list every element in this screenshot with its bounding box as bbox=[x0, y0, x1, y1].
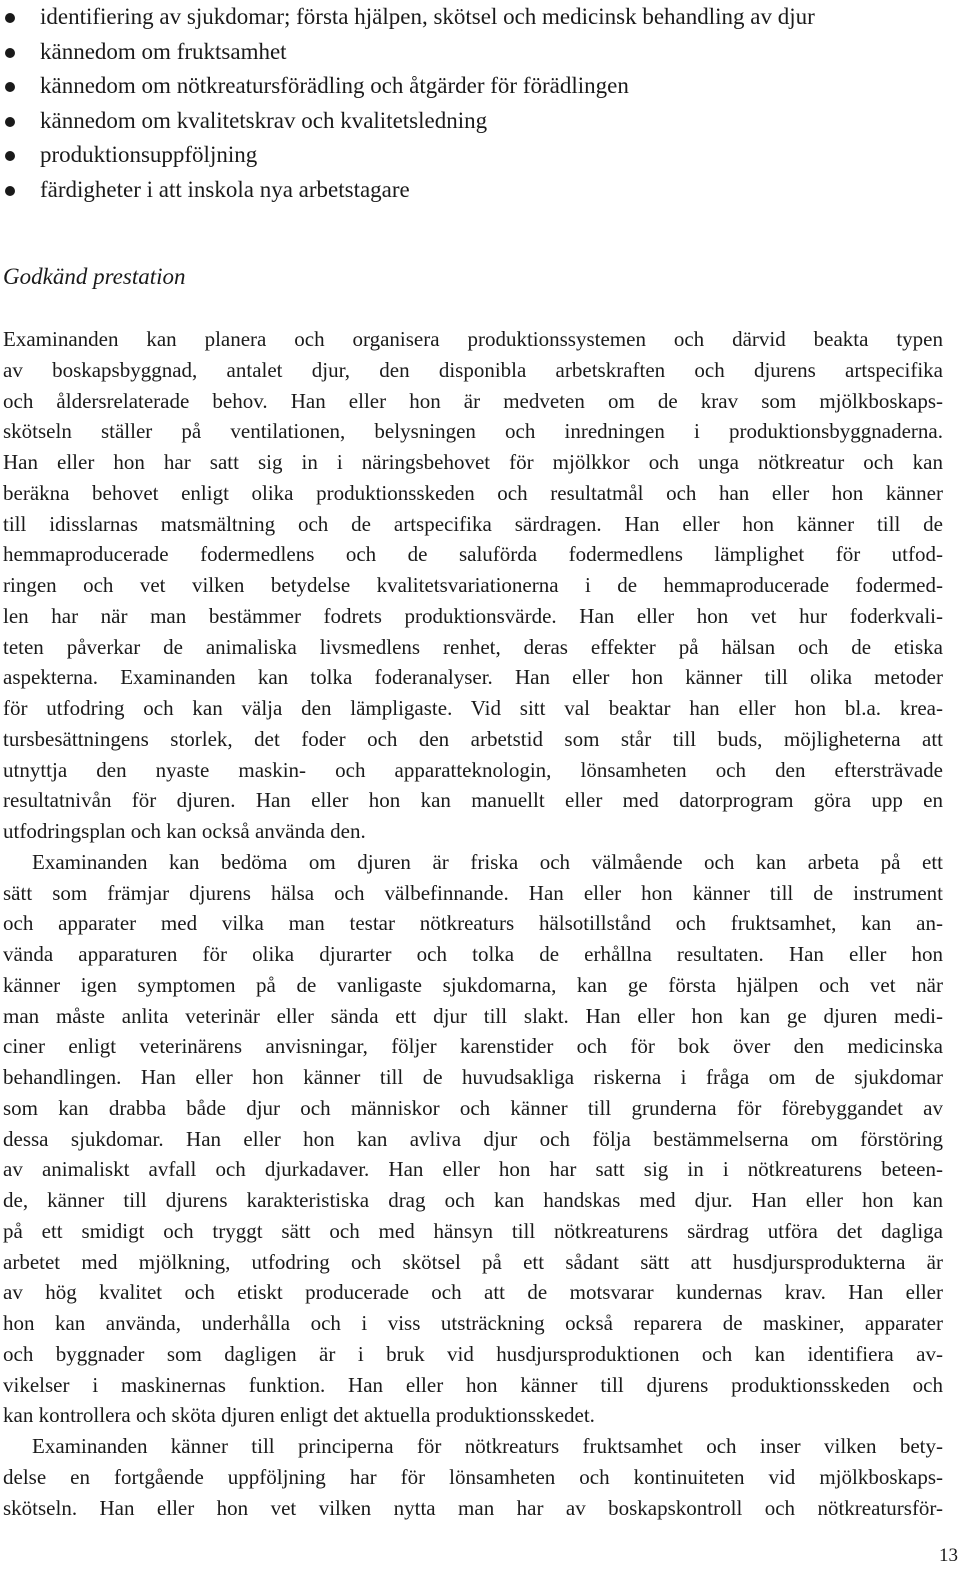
text-line: kan kontrollera och sköta djuren enligt det aktuella produktionsskedet. bbox=[3, 1403, 595, 1428]
bullet-item: identifiering av sjukdomar; första hjälpen, skötsel och medicinsk behandling av djur bbox=[0, 0, 950, 35]
text-line: och åldersrelaterade behov. Han eller hon är medveten om de krav som mjölkboskaps- bbox=[3, 388, 943, 413]
text-line: på ett smidigt och tryggt sätt och med hänsyn till nötkreaturens särdrag utföra det dagliga bbox=[3, 1218, 943, 1243]
bullet-dot-icon bbox=[5, 48, 15, 58]
text-line: utfodringsplan och kan också använda den. bbox=[3, 819, 366, 843]
text-line: beräkna behovet enligt olika produktionsskeden och resultatmål och han eller hon känner bbox=[3, 480, 943, 505]
bullet-dot-icon bbox=[5, 151, 15, 161]
page-number: 13 bbox=[939, 1545, 958, 1566]
text-line: utnyttja den nyaste maskin- och apparatteknologin, lönsamheten och den eftersträvade bbox=[3, 757, 943, 782]
text-line: len har när man bestämmer fodrets produktionsvärde. Han eller hon vet hur foderkvali- bbox=[3, 603, 943, 628]
text-line: hon kan använda, underhålla och i viss utsträckning också reparera de maskiner, apparater bbox=[3, 1311, 943, 1335]
text-line: arbetet med mjölkning, utfodring och skötsel på ett sådant sätt att husdjursprodukterna är bbox=[3, 1249, 943, 1274]
text-line: Han eller hon har satt sig in i näringsbehovet för mjölkkor och unga nötkreatur och kan bbox=[3, 450, 943, 474]
bullet-item: kännedom om fruktsamhet bbox=[0, 35, 950, 70]
text-line: av hög kvalitet och etiskt producerade och att de motsvarar kundernas krav. Han eller bbox=[3, 1280, 943, 1305]
text-line: Examinanden känner till principerna för nötkreaturs fruktsamhet och inser vilken bety- bbox=[32, 1434, 943, 1458]
bullet-list bbox=[0, 0, 950, 207]
text-line: skötseln ställer på ventilationen, belysningen och inredningen i produktionsbyggnaderna. bbox=[3, 419, 943, 444]
text-line: och byggnader som dagligen är i bruk vid husdjursproduktionen och kan identifiera av- bbox=[3, 1341, 943, 1366]
text-line: av animaliskt avfall och djurkadaver. Han eller hon har satt sig in i nötkreaturens beteen- bbox=[3, 1157, 943, 1182]
bullet-item: kännedom om nötkreatursförädling och åtgärder för förädlingen bbox=[0, 69, 950, 104]
text-line: sätt som främjar djurens hälsa och välbefinnande. Han eller hon känner till de instrument bbox=[3, 880, 943, 905]
text-line: skötseln. Han eller hon vet vilken nytta man har av boskapskontroll och nötkreatursför- bbox=[3, 1495, 943, 1520]
text-line: resultatnivån för djuren. Han eller hon kan manuellt eller med datorprogram göra upp en bbox=[3, 788, 943, 813]
text-line: och apparater med vilka man testar nötkreaturs hälsotillstånd och fruktsamhet, kan an- bbox=[3, 911, 943, 936]
text-line: ciner enligt veterinärens anvisningar, följer karenstider och för bok över den medicinska bbox=[3, 1034, 943, 1059]
text-line: behandlingen. Han eller hon känner till de huvudsakliga riskerna i fråga om de sjukdomar bbox=[3, 1065, 943, 1089]
text-line: känner igen symptomen på de vanligaste sjukdomarna, kan ge första hjälpen och vet när bbox=[3, 972, 943, 997]
text-line: tursbesättningens storlek, det foder och den arbetstid som står till buds, möjligheterna att bbox=[3, 726, 943, 751]
text-line: av boskapsbyggnad, antalet djur, den disponibla arbetskraften och djurens artspecifika bbox=[3, 357, 943, 382]
text-line: för utfodring och kan välja den lämpligaste. Vid sitt val beaktar han eller hon bl.a. krea- bbox=[3, 696, 943, 720]
text-line: dessa sjukdomar. Han eller hon kan avliva djur och följa bestämmelserna om förstöring bbox=[3, 1126, 943, 1151]
text-line: de, känner till djurens karakteristiska drag och kan handskas med djur. Han eller hon kan bbox=[3, 1188, 943, 1212]
body-text bbox=[3, 324, 943, 1523]
section-heading: Godkänd prestation bbox=[3, 264, 186, 289]
text-line: delse en fortgående uppföljning har för lönsamheten och kontinuiteten vid mjölkboskaps- bbox=[3, 1464, 943, 1489]
text-line: Examinanden kan planera och organisera produktionssystemen och därvid beakta typen bbox=[3, 327, 943, 351]
text-line: hemmaproducerade fodermedlens och de saluförda fodermedlens lämplighet för utfod- bbox=[3, 542, 943, 567]
text-line: teten påverkar de animaliska livsmedlens renhet, deras effekter på hälsan och de etiska bbox=[3, 634, 943, 659]
bullet-dot-icon bbox=[5, 117, 15, 127]
text-line: till idisslarnas matsmältning och de artspecifika särdragen. Han eller hon känner till de bbox=[3, 511, 943, 536]
bullet-item: produktionsuppföljning bbox=[0, 138, 950, 173]
bullet-dot-icon bbox=[5, 13, 15, 23]
text-line: vända apparaturen för olika djurarter och tolka de erhållna resultaten. Han eller hon bbox=[3, 942, 943, 966]
bullet-item: kännedom om kvalitetskrav och kvalitetsledning bbox=[0, 104, 950, 139]
text-line: som kan drabba både djur och människor och känner till grunderna för förebyggandet av bbox=[3, 1095, 943, 1120]
text-line: aspekterna. Examinanden kan tolka foderanalyser. Han eller hon känner till olika metoder bbox=[3, 665, 943, 690]
text-line: vikelser i maskinernas funktion. Han eller hon känner till djurens produktionsskeden och bbox=[3, 1372, 943, 1397]
text-line: man måste anlita veterinär eller sända ett djur till slakt. Han eller hon kan ge djuren medi- bbox=[3, 1003, 943, 1028]
text-line: Examinanden kan bedöma om djuren är friska och välmående och kan arbeta på ett bbox=[32, 849, 943, 874]
bullet-dot-icon bbox=[5, 82, 15, 92]
bullet-dot-icon bbox=[5, 186, 15, 196]
text-line: ringen och vet vilken betydelse kvalitetsvariationerna i de hemmaproducerade fodermed- bbox=[3, 573, 943, 597]
bullet-item: färdigheter i att inskola nya arbetstagare bbox=[0, 173, 950, 208]
